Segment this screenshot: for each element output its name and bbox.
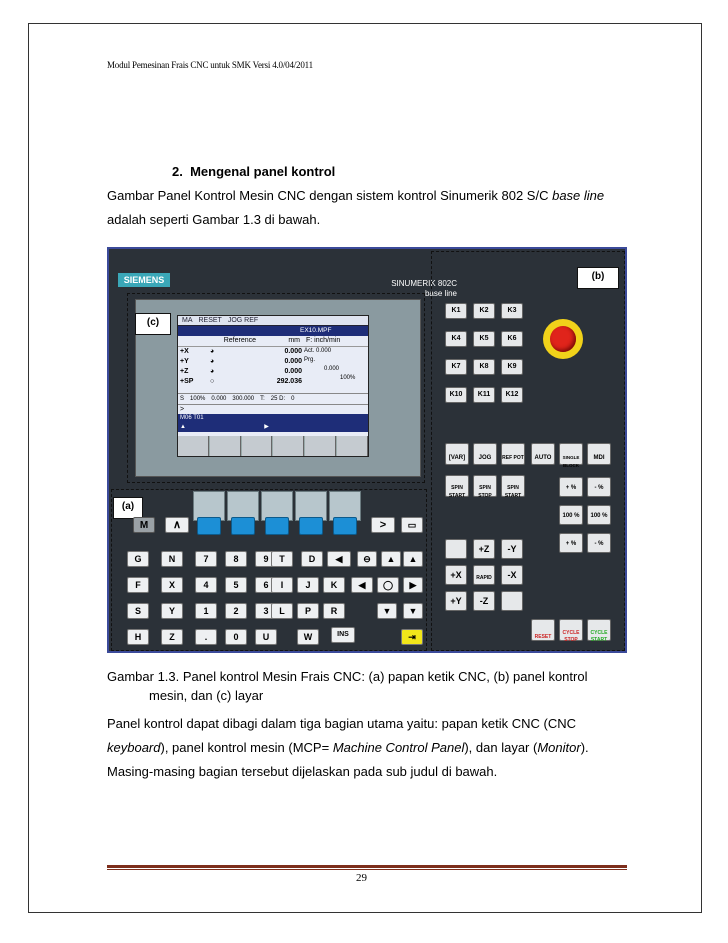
screen-col-header bbox=[178, 336, 368, 347]
col-mm: mm bbox=[288, 337, 300, 344]
feed-100-key[interactable]: 100 % bbox=[587, 505, 611, 525]
section-title: Mengenal panel kontrol bbox=[190, 164, 336, 179]
feed-override-minus-key[interactable]: - % bbox=[587, 533, 611, 553]
footer-rule-thin bbox=[107, 869, 627, 870]
axis-row-z: +Z ◕ 0.000 bbox=[180, 368, 302, 375]
tab-ma: MA bbox=[182, 317, 193, 324]
page-number: 29 bbox=[356, 872, 367, 884]
body-text-mid2: ), dan layar ( bbox=[464, 740, 538, 755]
feed-override-plus-key[interactable]: - % bbox=[587, 477, 611, 497]
spindle-override-minus-key[interactable]: + % bbox=[559, 533, 583, 553]
mcp-italic: Machine Control Panel bbox=[332, 740, 465, 755]
intro-line-1 bbox=[107, 187, 604, 205]
key-7[interactable]: 7 bbox=[195, 551, 217, 567]
key-5[interactable]: 5 bbox=[225, 577, 247, 593]
page-up-key[interactable]: ▲ bbox=[381, 551, 401, 567]
emergency-stop-button[interactable] bbox=[543, 319, 583, 359]
k7-key[interactable]: K7 bbox=[445, 359, 467, 375]
mdi-text: M06 T01 bbox=[178, 414, 368, 423]
softkey-2[interactable] bbox=[231, 517, 255, 535]
key-n[interactable]: N bbox=[161, 551, 183, 567]
key-x[interactable]: X bbox=[161, 577, 183, 593]
jog-key[interactable]: JOG bbox=[473, 443, 497, 465]
intro-line-2: adalah seperti Gambar 1.3 di bawah. bbox=[107, 212, 321, 227]
label-a: (a) bbox=[113, 497, 143, 519]
ref-pot-key[interactable]: REF POT bbox=[501, 443, 525, 465]
screen-tabs bbox=[178, 316, 368, 326]
section-heading bbox=[172, 164, 335, 179]
key-l[interactable]: L bbox=[271, 603, 293, 619]
key-g[interactable]: G bbox=[127, 551, 149, 567]
key-u[interactable]: U bbox=[255, 629, 277, 645]
key-y[interactable]: Y bbox=[161, 603, 183, 619]
model-line-1: SINUMERIK 802C bbox=[391, 279, 457, 288]
key-i[interactable]: I bbox=[271, 577, 293, 593]
intro-text: Gambar Panel Kontrol Mesin CNC dengan sistem kontrol Sinumerik 802 S/C bbox=[107, 188, 553, 203]
body-text-end: ). bbox=[580, 740, 589, 755]
select-key[interactable]: ⊖ bbox=[357, 551, 377, 567]
insert-key[interactable]: INS bbox=[331, 627, 355, 643]
key-3[interactable]: 3 bbox=[255, 603, 277, 619]
col-reference: Reference bbox=[223, 337, 256, 344]
key-z[interactable]: Z bbox=[161, 629, 183, 645]
k6-key[interactable]: K6 bbox=[501, 331, 523, 347]
page-down-key[interactable]: ▼ bbox=[377, 603, 397, 619]
caption-line-1: Gambar 1.3. Panel kontrol Mesin Frais CNC: (a) papan ketik CNC, (b) panel kontrol bbox=[107, 669, 588, 684]
cursor-center-key[interactable]: ◯ bbox=[377, 577, 399, 593]
key-d[interactable]: D bbox=[301, 551, 323, 567]
spin-start-key[interactable]: SPIN START bbox=[445, 475, 469, 497]
section-number: 2. bbox=[172, 164, 183, 179]
softkey-5[interactable] bbox=[333, 517, 357, 535]
tab-reset: RESET bbox=[198, 317, 222, 324]
label-b: (b) bbox=[577, 267, 619, 289]
k9-key[interactable]: K9 bbox=[501, 359, 523, 375]
tab-jog-ref: JOG REF bbox=[227, 317, 259, 324]
reset-key[interactable]: RESET bbox=[531, 619, 555, 641]
machine-key[interactable]: M bbox=[133, 517, 155, 533]
label-c: (c) bbox=[135, 313, 171, 335]
model-line-2: base line bbox=[424, 289, 457, 298]
jog-blank-key-2[interactable] bbox=[501, 591, 523, 611]
menu-key[interactable]: ▭ bbox=[401, 517, 423, 533]
mdi-arrows: ▲ ▶ bbox=[178, 423, 368, 432]
screen-softkeys bbox=[178, 436, 368, 456]
key-j[interactable]: J bbox=[297, 577, 319, 593]
key-4[interactable]: 4 bbox=[195, 577, 217, 593]
key-p[interactable]: P bbox=[297, 603, 319, 619]
key-1[interactable]: 1 bbox=[195, 603, 217, 619]
etc-key[interactable]: > bbox=[371, 517, 395, 533]
spindle-row: S 100% 0.000 300.000 T: 25 D: 0 bbox=[178, 393, 368, 405]
k10-key[interactable]: K10 bbox=[445, 387, 467, 403]
input-key[interactable]: ⇥ bbox=[401, 629, 423, 645]
key-w[interactable]: W bbox=[297, 629, 319, 645]
feed-label: F: inch/min bbox=[306, 337, 341, 344]
spin-stop-key[interactable]: SPIN STOP bbox=[473, 475, 497, 497]
caption-line-2: mesin, dan (c) layar bbox=[149, 688, 264, 703]
body-text-mid: ), panel kontrol mesin (MCP= bbox=[160, 740, 333, 755]
var-key[interactable]: [VAR] bbox=[445, 443, 469, 465]
single-block-key[interactable]: SINGLE BLOCK bbox=[559, 443, 583, 465]
k11-key[interactable]: K11 bbox=[473, 387, 495, 403]
spindle-100-key[interactable]: 100 % bbox=[559, 505, 583, 525]
key-0[interactable]: 0 bbox=[225, 629, 247, 645]
k2-key[interactable]: K2 bbox=[473, 303, 495, 319]
cursor-down-key[interactable]: ▼ bbox=[403, 603, 423, 619]
cnc-screen bbox=[177, 315, 369, 457]
running-header: Modul Pemesinan Frais CNC untuk SMK Versi 4.0/04/2011 bbox=[107, 60, 313, 70]
plus-x-key[interactable]: +X bbox=[445, 565, 467, 585]
k1-key[interactable]: K1 bbox=[445, 303, 467, 319]
k12-key[interactable]: K12 bbox=[501, 387, 523, 403]
cycle-start-key[interactable]: CYCLE START bbox=[587, 619, 611, 641]
cycle-stop-key[interactable]: CYCLE STOP bbox=[559, 619, 583, 641]
body-line-3: Masing-masing bagian tersebut dijelaskan pada sub judul di bawah. bbox=[107, 764, 498, 779]
rapid-key[interactable]: RAPID bbox=[473, 565, 495, 585]
key-r[interactable]: R bbox=[323, 603, 345, 619]
key-k[interactable]: K bbox=[323, 577, 345, 593]
intro-italic: base line bbox=[552, 188, 605, 203]
k3-key[interactable]: K3 bbox=[501, 303, 523, 319]
spindle-override-plus-key[interactable]: + % bbox=[559, 477, 583, 497]
key-s[interactable]: S bbox=[127, 603, 149, 619]
key-dot[interactable]: . bbox=[195, 629, 217, 645]
axis-row-y: +Y ◕ 0.000 bbox=[180, 358, 302, 365]
body-line-2 bbox=[107, 739, 589, 757]
cnc-panel-figure bbox=[107, 247, 627, 653]
key-h[interactable]: H bbox=[127, 629, 149, 645]
minus-z-key[interactable]: -Z bbox=[473, 591, 495, 611]
axis-block bbox=[178, 347, 368, 393]
axis-row-sp: +SP ○ 292.036 bbox=[180, 378, 302, 385]
k5-key[interactable]: K5 bbox=[473, 331, 495, 347]
key-2[interactable]: 2 bbox=[225, 603, 247, 619]
monitor-italic: Monitor bbox=[537, 740, 581, 755]
siemens-logo: SIEMENS bbox=[118, 273, 170, 287]
body-line-1: Panel kontrol dapat dibagi dalam tiga bagian utama yaitu: papan ketik CNC (CNC bbox=[107, 716, 576, 731]
figure-caption bbox=[107, 667, 587, 705]
cursor-up-key[interactable]: ▲ bbox=[403, 551, 423, 567]
softkey-4[interactable] bbox=[299, 517, 323, 535]
jog-blank-key-1[interactable] bbox=[445, 539, 467, 559]
key-8[interactable]: 8 bbox=[225, 551, 247, 567]
k8-key[interactable]: K8 bbox=[473, 359, 495, 375]
cursor-left-key[interactable]: ◀ bbox=[351, 577, 373, 593]
feed-info: Act. 0.000 Prg. 0.000 100% bbox=[304, 348, 356, 381]
key-t[interactable]: T bbox=[271, 551, 293, 567]
backspace-key[interactable]: ◀ bbox=[327, 551, 351, 567]
axis-row-x: +X ◕ 0.000 bbox=[180, 348, 302, 355]
mdi-key[interactable]: MDI bbox=[587, 443, 611, 465]
minus-x-key[interactable]: -X bbox=[501, 565, 523, 585]
footer-rule-thick bbox=[107, 865, 627, 868]
cursor-right-key[interactable]: ▶ bbox=[403, 577, 423, 593]
key-6[interactable]: 6 bbox=[255, 577, 277, 593]
minus-y-key[interactable]: -Y bbox=[501, 539, 523, 559]
plus-z-key[interactable]: +Z bbox=[473, 539, 495, 559]
plus-y-key[interactable]: +Y bbox=[445, 591, 467, 611]
keyboard-italic: keyboard bbox=[107, 740, 161, 755]
recall-key[interactable]: ∧ bbox=[165, 517, 189, 533]
spin-start-ccw-key[interactable]: SPIN START bbox=[501, 475, 525, 497]
key-f[interactable]: F bbox=[127, 577, 149, 593]
key-9[interactable]: 9 bbox=[255, 551, 277, 567]
mdi-cursor: > bbox=[180, 406, 185, 413]
softkey-1[interactable] bbox=[197, 517, 221, 535]
auto-key[interactable]: AUTO bbox=[531, 443, 555, 465]
softkey-3[interactable] bbox=[265, 517, 289, 535]
k4-key[interactable]: K4 bbox=[445, 331, 467, 347]
program-name: EX10.MPF bbox=[178, 326, 368, 336]
